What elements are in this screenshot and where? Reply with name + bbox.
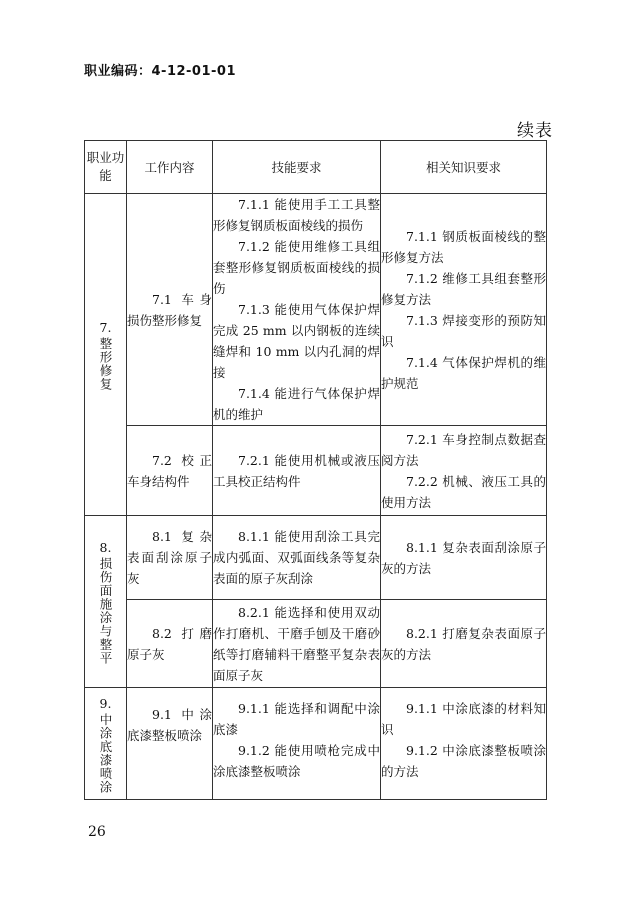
work-content-text: 7.2 校正车身结构件 bbox=[127, 452, 212, 489]
function-cell bbox=[85, 688, 127, 800]
knowledge-cell bbox=[381, 600, 547, 688]
work-content-cell bbox=[127, 426, 213, 516]
function-number: 8. bbox=[99, 540, 112, 555]
function-name: 整形修复 bbox=[98, 337, 113, 391]
header-knowledge-requirements: 相关知识要求 bbox=[381, 141, 547, 194]
function-number: 7. bbox=[99, 320, 112, 335]
skill-cell bbox=[213, 688, 381, 800]
page-number: 26 bbox=[88, 824, 106, 840]
function-name: 损伤面施涂与整平 bbox=[98, 557, 113, 665]
skill-item: 7.1.2 能使用维修工具组套整形修复钢质板面棱线的损伤 bbox=[213, 239, 380, 296]
skill-cell bbox=[213, 426, 381, 516]
knowledge-cell bbox=[381, 516, 547, 600]
occupation-code: 职业编码：4-12-01-01 bbox=[84, 64, 237, 79]
work-content-text: 8.2 打磨原子灰 bbox=[127, 625, 212, 662]
skill-cell bbox=[213, 194, 381, 426]
knowledge-cell bbox=[381, 194, 547, 426]
skill-item: 9.1.1 能选择和调配中涂底漆 bbox=[213, 701, 380, 737]
work-content-cell bbox=[127, 194, 213, 426]
skill-item: 7.1.4 能进行气体保护焊机的维护 bbox=[213, 386, 380, 422]
header-function: 职业功能 bbox=[85, 141, 127, 194]
knowledge-item: 7.1.3 焊接变形的预防知识 bbox=[381, 312, 546, 349]
work-content-cell bbox=[127, 516, 213, 600]
skill-item: 7.1.1 能使用手工工具整形修复钢质板面棱线的损伤 bbox=[213, 197, 380, 233]
knowledge-item: 8.2.1 打磨复杂表面原子灰的方法 bbox=[381, 625, 546, 662]
work-content-text: 7.1 车身损伤整形修复 bbox=[127, 291, 212, 328]
function-number: 9. bbox=[99, 695, 112, 711]
knowledge-item: 9.1.2 中涂底漆整板喷涂的方法 bbox=[381, 743, 546, 779]
table-row bbox=[85, 516, 547, 600]
table-row bbox=[85, 688, 547, 800]
work-content-text: 9.1 中涂底漆整板喷涂 bbox=[127, 707, 212, 743]
skill-cell bbox=[213, 516, 381, 600]
table-header-row bbox=[85, 141, 547, 194]
table-row bbox=[85, 426, 547, 516]
skill-item: 7.2.1 能使用机械或液压工具校正结构件 bbox=[213, 452, 380, 489]
skill-item: 8.2.1 能选择和使用双动作打磨机、干磨手刨及干磨砂纸等打磨辅料干磨整平复杂表面原子灰 bbox=[213, 604, 380, 683]
knowledge-item: 7.1.1 钢质板面棱线的整形修复方法 bbox=[381, 228, 546, 265]
knowledge-item: 8.1.1 复杂表面刮涂原子灰的方法 bbox=[381, 539, 546, 576]
skills-table bbox=[84, 140, 547, 800]
knowledge-cell bbox=[381, 426, 547, 516]
knowledge-item: 9.1.1 中涂底漆的材料知识 bbox=[381, 701, 546, 737]
function-name: 中涂底漆喷涂 bbox=[98, 712, 113, 794]
knowledge-item: 7.2.1 车身控制点数据查阅方法 bbox=[381, 431, 546, 468]
knowledge-item: 7.1.2 维修工具组套整形修复方法 bbox=[381, 270, 546, 307]
knowledge-item: 7.2.2 机械、液压工具的使用方法 bbox=[381, 473, 546, 510]
work-content-cell bbox=[127, 688, 213, 800]
header-skill-requirements: 技能要求 bbox=[213, 141, 381, 194]
function-cell bbox=[85, 516, 127, 688]
skill-item: 8.1.1 能使用刮涂工具完成内弧面、双弧面线条等复杂表面的原子灰刮涂 bbox=[213, 529, 380, 586]
function-cell bbox=[85, 194, 127, 516]
skill-item: 7.1.3 能使用气体保护焊完成 25 mm 以内钢板的连续缝焊和 10 mm 以内孔洞的焊接 bbox=[213, 302, 380, 380]
continued-label: 续表 bbox=[517, 121, 553, 141]
skill-item: 9.1.2 能使用喷枪完成中涂底漆整板喷涂 bbox=[213, 743, 380, 779]
work-content-text: 8.1 复杂表面刮涂原子灰 bbox=[127, 529, 212, 586]
table-row bbox=[85, 600, 547, 688]
header-work-content: 工作内容 bbox=[127, 141, 213, 194]
knowledge-cell bbox=[381, 688, 547, 800]
work-content-cell bbox=[127, 600, 213, 688]
knowledge-item: 7.1.4 气体保护焊机的维护规范 bbox=[381, 354, 546, 391]
skill-cell bbox=[213, 600, 381, 688]
table-row bbox=[85, 194, 547, 426]
